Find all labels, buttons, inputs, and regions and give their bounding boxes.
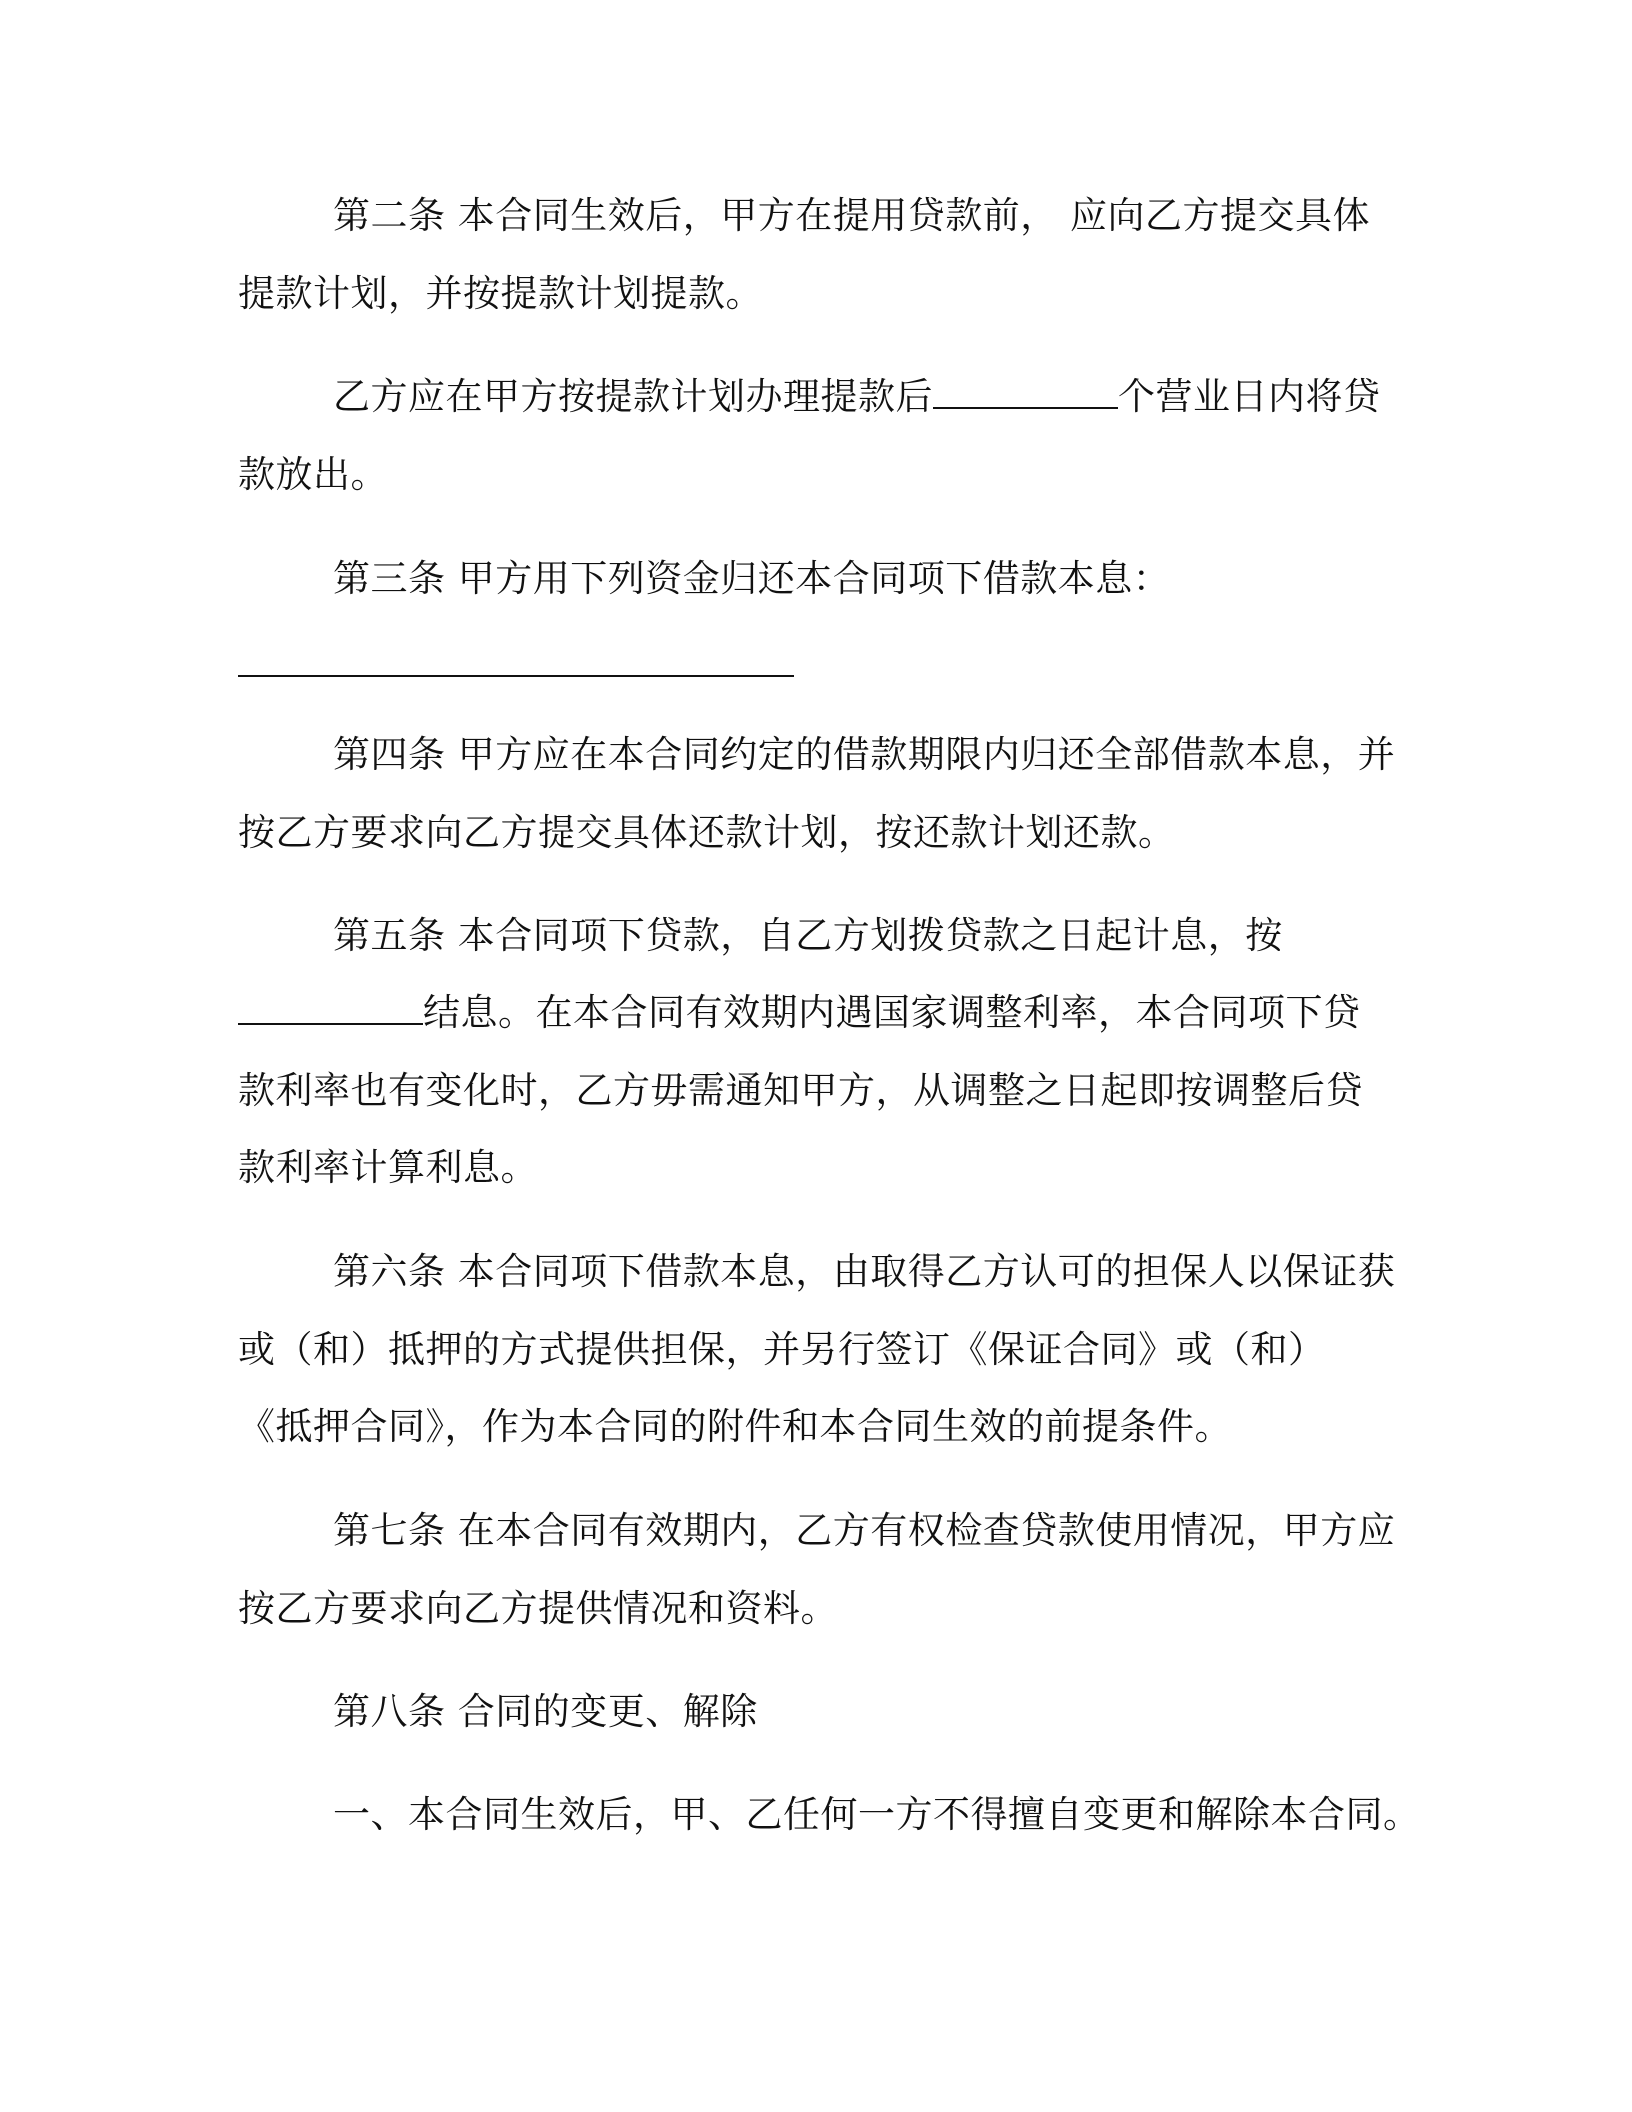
article2-p2-text-before: 乙方应在甲方按提款计划办理提款后 xyxy=(333,375,933,418)
article7-line1: 第七条 在本合同有效期内，乙方有权检查贷款使用情况，甲方应 xyxy=(333,1509,1396,1552)
article2-p2-text-after: 个营业日内将贷 xyxy=(1118,375,1381,418)
article8-item1: 一、本合同生效后，甲、乙任何一方不得擅自变更和解除本合同。 xyxy=(333,1793,1421,1836)
article6-line2: 或（和）抵押的方式提供担保，并另行签订《保证合同》或（和） xyxy=(238,1328,1326,1371)
settlement-blank-field xyxy=(238,993,423,1025)
article8-heading: 第八条 合同的变更、解除 xyxy=(333,1690,758,1733)
article5-line2 xyxy=(238,991,1361,1035)
article2-line1: 第二条 本合同生效后，甲方在提用贷款前， 应向乙方提交具体 xyxy=(333,194,1371,237)
article2-p2-line2: 款放出。 xyxy=(238,453,388,496)
funds-source-blank-line xyxy=(238,675,794,677)
article5-line4: 款利率计算利息。 xyxy=(238,1146,538,1189)
article3-line1: 第三条 甲方用下列资金归还本合同项下借款本息： xyxy=(333,557,1171,600)
article5-text-after: 结息。在本合同有效期内遇国家调整利率，本合同项下贷 xyxy=(423,991,1361,1034)
article4-line2: 按乙方要求向乙方提交具体还款计划，按还款计划还款。 xyxy=(238,811,1176,854)
article5-line1: 第五条 本合同项下贷款，自乙方划拨贷款之日起计息，按 xyxy=(333,914,1283,957)
days-blank-field xyxy=(933,377,1118,409)
article7-line2: 按乙方要求向乙方提供情况和资料。 xyxy=(238,1587,838,1630)
article6-line1: 第六条 本合同项下借款本息，由取得乙方认可的担保人以保证获 xyxy=(333,1250,1396,1293)
article6-line3: 《抵押合同》，作为本合同的附件和本合同生效的前提条件。 xyxy=(238,1405,1232,1448)
article2-p2-line1 xyxy=(333,375,1381,419)
article4-line1: 第四条 甲方应在本合同约定的借款期限内归还全部借款本息，并 xyxy=(333,733,1396,776)
article5-line3: 款利率也有变化时，乙方毋需通知甲方，从调整之日起即按调整后贷 xyxy=(238,1069,1363,1112)
article2-line2: 提款计划，并按提款计划提款。 xyxy=(238,272,763,315)
